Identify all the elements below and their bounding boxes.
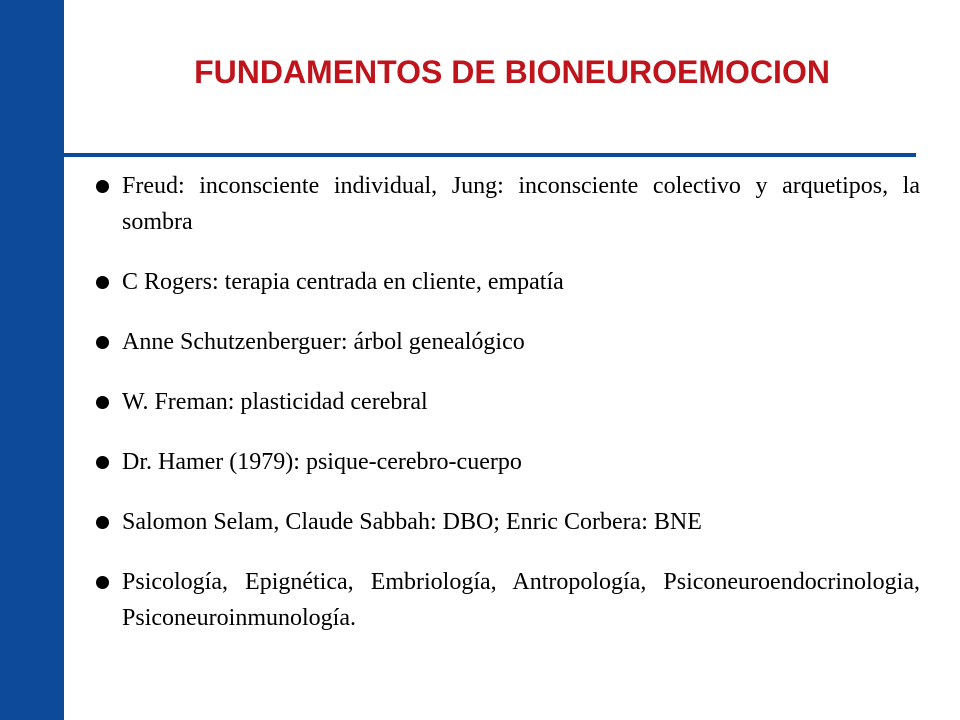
bullet-dot-icon bbox=[96, 180, 109, 193]
title-divider bbox=[64, 153, 916, 157]
bullet-list bbox=[96, 168, 920, 660]
bullet-text: Anne Schutzenberguer: árbol genealógico bbox=[122, 329, 525, 355]
bullet-text: Freud: inconsciente individual, Jung: inconsciente colectivo y arquetipos, la sombra bbox=[122, 173, 920, 235]
bullet-text: C Rogers: terapia centrada en cliente, empatía bbox=[122, 269, 564, 295]
bullet-item bbox=[96, 564, 920, 636]
bullet-item bbox=[96, 324, 920, 360]
bullet-text: Salomon Selam, Claude Sabbah: DBO; Enric Corbera: BNE bbox=[122, 509, 702, 535]
bullet-item bbox=[96, 264, 920, 300]
bullet-text: Dr. Hamer (1979): psique-cerebro-cuerpo bbox=[122, 449, 522, 475]
bullet-dot-icon bbox=[96, 396, 109, 409]
bullet-item bbox=[96, 444, 920, 480]
bullet-dot-icon bbox=[96, 516, 109, 529]
bullet-item bbox=[96, 384, 920, 420]
bullet-item bbox=[96, 504, 920, 540]
slide-title: FUNDAMENTOS DE BIONEUROEMOCION bbox=[194, 54, 830, 90]
bullet-dot-icon bbox=[96, 576, 109, 589]
bullet-text: Psicología, Epignética, Embriología, Antropología, Psiconeuroendocrinologia, Psiconeuroinmunología. bbox=[122, 569, 920, 631]
left-accent-band bbox=[0, 0, 64, 720]
bullet-dot-icon bbox=[96, 276, 109, 289]
bullet-dot-icon bbox=[96, 456, 109, 469]
bullet-item bbox=[96, 168, 920, 240]
bullet-text: W. Freman: plasticidad cerebral bbox=[122, 389, 428, 415]
bullet-dot-icon bbox=[96, 336, 109, 349]
